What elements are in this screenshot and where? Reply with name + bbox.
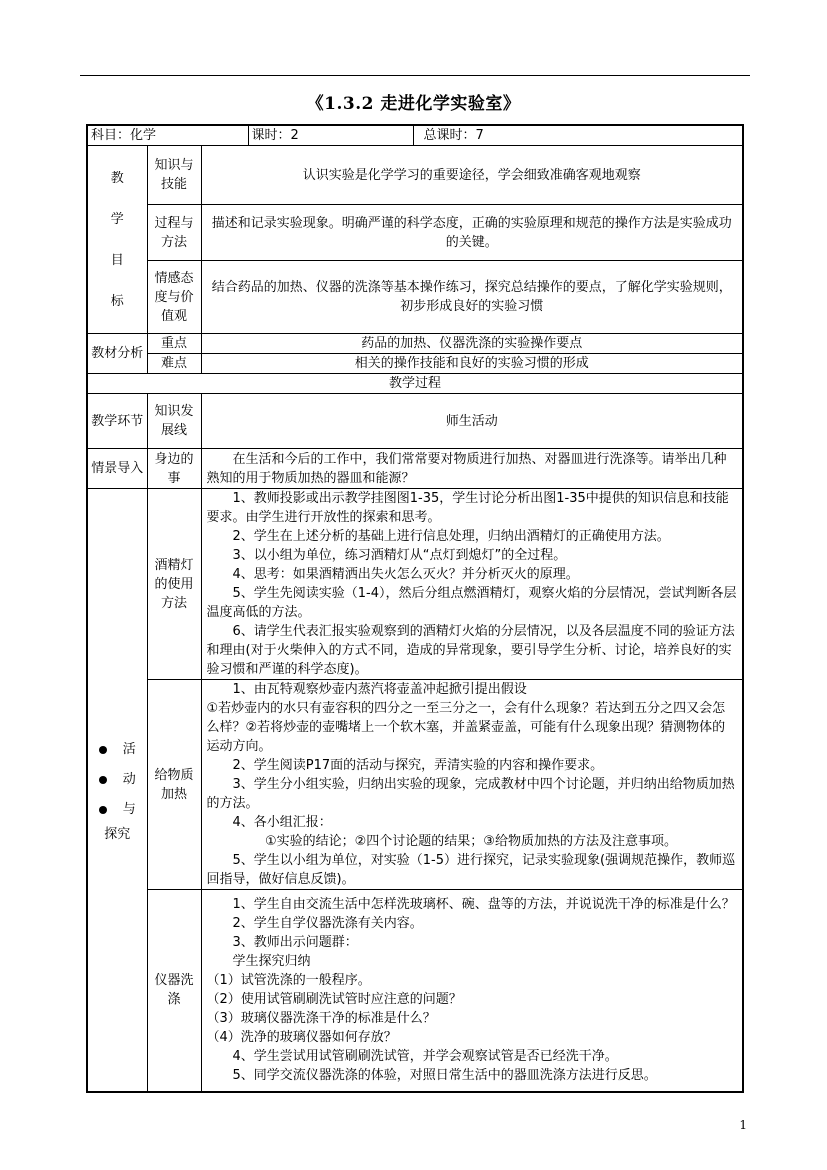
difficult-point-text: 相关的操作技能和良好的实验习惯的形成 xyxy=(201,354,743,374)
activity-paragraph: 5、学生先阅读实验（1-4），然后分组点燃酒精灯，观察火焰的分层情况，尝试判断各层温度高低的方法。 xyxy=(206,586,737,620)
activity-paragraph: 1、教师投影或出示教学挂图图1-35，学生讨论分析出图1-35中提供的知识信息和技能要求。由学生进行开放性的探索和思考。 xyxy=(206,491,729,525)
activity-paragraph: 4、思考：如果酒精洒出失火怎么灭火？并分析灭火的原理。 xyxy=(232,567,579,582)
goals-label xyxy=(87,146,147,334)
block-heating-knowledge: 给物质加热 xyxy=(147,680,201,890)
goals-label-char: 学 xyxy=(110,211,124,227)
activity-paragraph: ①若炒壶内的水只有壶容积的四分之一至三分之一，会有什么现象？若达到五分之四又会怎么样？②若将炒壶的壶嘴堵上一个软木塞，并盖紧壶盖，可能有什么现象出现？猜测物体的运动方向。 xyxy=(206,701,726,754)
goal-knowledge-label: 知识与技能 xyxy=(147,146,201,205)
activity-paragraph: 3、教师出示问题群： xyxy=(232,935,358,951)
block-washing-knowledge: 仪器洗涤 xyxy=(147,890,201,1092)
activity-paragraph: （4）洗净的玻璃仪器如何存放？ xyxy=(206,1030,397,1046)
process-heading: 教学过程 xyxy=(87,374,743,394)
key-point-text: 药品的加热、仪器洗涤的实验操作要点 xyxy=(201,334,743,354)
goals-label-char: 目 xyxy=(110,252,124,268)
bullet-icon xyxy=(99,776,107,784)
block-washing-activity xyxy=(201,890,743,1092)
activity-paragraph: 1、学生自由交流生活中怎样洗玻璃杯、碗、盘等的方法，并说说洗干净的标准是什么？ xyxy=(232,897,735,913)
intro-text: 在生活和今后的工作中，我们常常要对物质进行加热、对器皿进行洗涤等。请举出几种熟知的用于物质加热的器皿和能源？ xyxy=(201,449,743,489)
goal-attitude-text: 结合药品的加热、仪器的洗涤等基本操作练习，探究总结操作的要点，了解化学实验规则，初步形成良好的实验习惯 xyxy=(201,261,743,334)
activity-paragraph: 2、学生在上述分析的基础上进行信息处理，归纳出酒精灯的正确使用方法。 xyxy=(232,529,670,544)
activity-paragraph: （1）试管洗涤的一般程序。 xyxy=(206,973,371,989)
hours-cell: 课时：2 xyxy=(248,125,413,146)
bullet-icon xyxy=(99,746,107,754)
goal-knowledge-text: 认识实验是化学学习的重要途径，学会细致准确客观地观察 xyxy=(201,146,743,205)
col-knowledge-header: 知识发展线 xyxy=(147,394,201,449)
activity-paragraph: 6、请学生代表汇报实验观察到的酒精灯火焰的分层情况，以及各层温度不同的验证方法和理由(对于火柴伸入的方式不同，造成的异常现象，要引导学生分析、讨论，培养良好的实验习惯和严谨的科学态度)。 xyxy=(206,624,735,677)
key-point-label: 重点 xyxy=(147,334,201,354)
activity-paragraph: （3）玻璃仪器洗涤干净的标准是什么？ xyxy=(206,1011,436,1027)
block-lamp-activity xyxy=(201,489,743,680)
lesson-plan-table xyxy=(86,124,744,1093)
difficult-point-label: 难点 xyxy=(147,354,201,374)
page-number: 1 xyxy=(739,1118,747,1132)
intro-step: 情景导入 xyxy=(87,449,147,489)
activity-paragraph: 2、学生自学仪器洗涤有关内容。 xyxy=(232,916,423,932)
activity-step-label xyxy=(87,489,147,1092)
header-rule xyxy=(80,75,750,76)
activity-paragraph: 4、学生尝试用试管刷刷洗试管，并学会观察试管是否已经洗干净。 xyxy=(232,1049,618,1065)
activity-paragraph: 2、学生阅读P17面的活动与探究，弄清实验的内容和操作要求。 xyxy=(232,758,604,773)
activity-paragraph: ①实验的结论；②四个讨论题的结果；③给物质加热的方法及注意事项。 xyxy=(265,834,677,849)
goals-label-char: 教 xyxy=(110,170,124,186)
activity-step-char: 与 xyxy=(122,802,136,818)
goal-attitude-label: 情感态度与价值观 xyxy=(147,261,201,334)
activity-paragraph: 学生探究归纳 xyxy=(232,954,311,970)
activity-paragraph: 3、以小组为单位，练习酒精灯从“点灯到熄灯”的全过程。 xyxy=(232,548,567,563)
activity-paragraph: 1、由瓦特观察炒壶内蒸汽将壶盖冲起掀引提出假设 xyxy=(232,682,527,697)
total-hours-cell: 总课时：7 xyxy=(413,125,743,146)
analysis-label: 教材分析 xyxy=(87,334,147,374)
col-activity-header: 师生活动 xyxy=(201,394,743,449)
block-lamp-knowledge: 酒精灯的使用方法 xyxy=(147,489,201,680)
block-heating-activity xyxy=(201,680,743,890)
activity-paragraph: 4、各小组汇报： xyxy=(232,815,332,830)
activity-paragraph: （2）使用试管刷刷洗试管时应注意的问题？ xyxy=(206,992,462,1008)
col-step-header: 教学环节 xyxy=(87,394,147,449)
goals-label-char: 标 xyxy=(110,293,124,309)
subject-cell: 科目：化学 xyxy=(87,125,248,146)
bullet-icon xyxy=(99,806,107,814)
activity-step-char: 动 xyxy=(122,772,136,788)
intro-knowledge: 身边的事 xyxy=(147,449,201,489)
activity-paragraph: 5、学生以小组为单位，对实验（1-5）进行探究，记录实验现象(强调规范操作，教师巡回指导，做好信息反馈)。 xyxy=(206,853,736,887)
activity-paragraph: 5、同学交流仪器洗涤的体验，对照日常生活中的器皿洗涤方法进行反思。 xyxy=(232,1068,657,1084)
goal-process-label: 过程与方法 xyxy=(147,205,201,261)
goal-process-text: 描述和记录实验现象。明确严谨的科学态度，正确的实验原理和规范的操作方法是实验成功的关键。 xyxy=(201,205,743,261)
page-title: 《1.3.2 走进化学实验室》 xyxy=(306,94,521,114)
activity-paragraph: 3、学生分小组实验，归纳出实验的现象，完成教材中四个讨论题，并归纳出给物质加热的方法。 xyxy=(206,777,735,811)
activity-step-char: 活 xyxy=(122,742,136,758)
activity-step-char: 探究 xyxy=(104,827,131,843)
